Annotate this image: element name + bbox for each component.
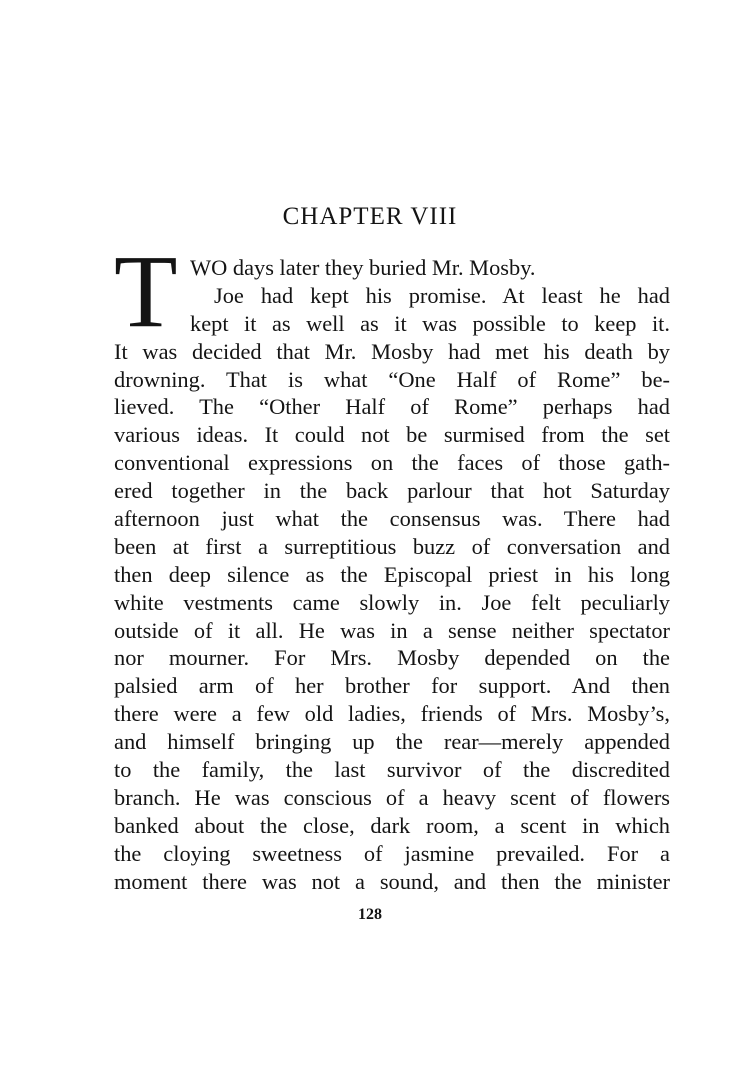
text-line: Joe had kept his promise. At least he had: [214, 282, 670, 308]
body-text: [114, 234, 670, 895]
text-line: conventional expressions on the faces of those gath-: [114, 450, 670, 476]
text-line: drowning. That is what “One Half of Rome” be-: [114, 366, 670, 392]
text-line: the cloying sweetness of jasmine prevailed. For a: [114, 840, 670, 866]
text-line: banked about the close, dark room, a scent in which: [114, 812, 670, 838]
text-line: to the family, the last survivor of the discredited: [114, 757, 670, 783]
text-line: nor mourner. For Mrs. Mosby depended on the: [114, 645, 670, 671]
text-line: moment there was not a sound, and then the minister: [114, 868, 670, 894]
page-number: 128: [358, 906, 382, 923]
text-line: WO days later they buried Mr. Mosby.: [190, 255, 536, 280]
chapter-heading: CHAPTER VIII: [282, 203, 458, 230]
text-line: been at first a surreptitious buzz of conversation and: [114, 533, 670, 559]
text-line: and himself bringing up the rear—merely appended: [114, 729, 670, 755]
text-line: palsied arm of her brother for support. And then: [114, 673, 670, 699]
drop-cap: T: [114, 234, 178, 349]
text-line: then deep silence as the Episcopal priest in his long: [114, 561, 670, 587]
text-line: afternoon just what the consensus was. There had: [114, 506, 670, 532]
text-line: kept it as well as it was possible to keep it.: [190, 310, 670, 336]
text-line: there were a few old ladies, friends of Mrs. Mosby’s,: [114, 701, 670, 727]
text-line: various ideas. It could not be surmised from the set: [114, 422, 670, 448]
text-line: outside of it all. He was in a sense neither spectator: [114, 617, 670, 643]
text-line: It was decided that Mr. Mosby had met his death by: [114, 338, 670, 364]
text-line: branch. He was conscious of a heavy scent of flowers: [114, 784, 670, 810]
text-line: white vestments came slowly in. Joe felt peculiarly: [114, 589, 670, 615]
text-line: ered together in the back parlour that hot Saturday: [114, 478, 670, 504]
text-line: lieved. The “Other Half of Rome” perhaps had: [114, 394, 670, 420]
